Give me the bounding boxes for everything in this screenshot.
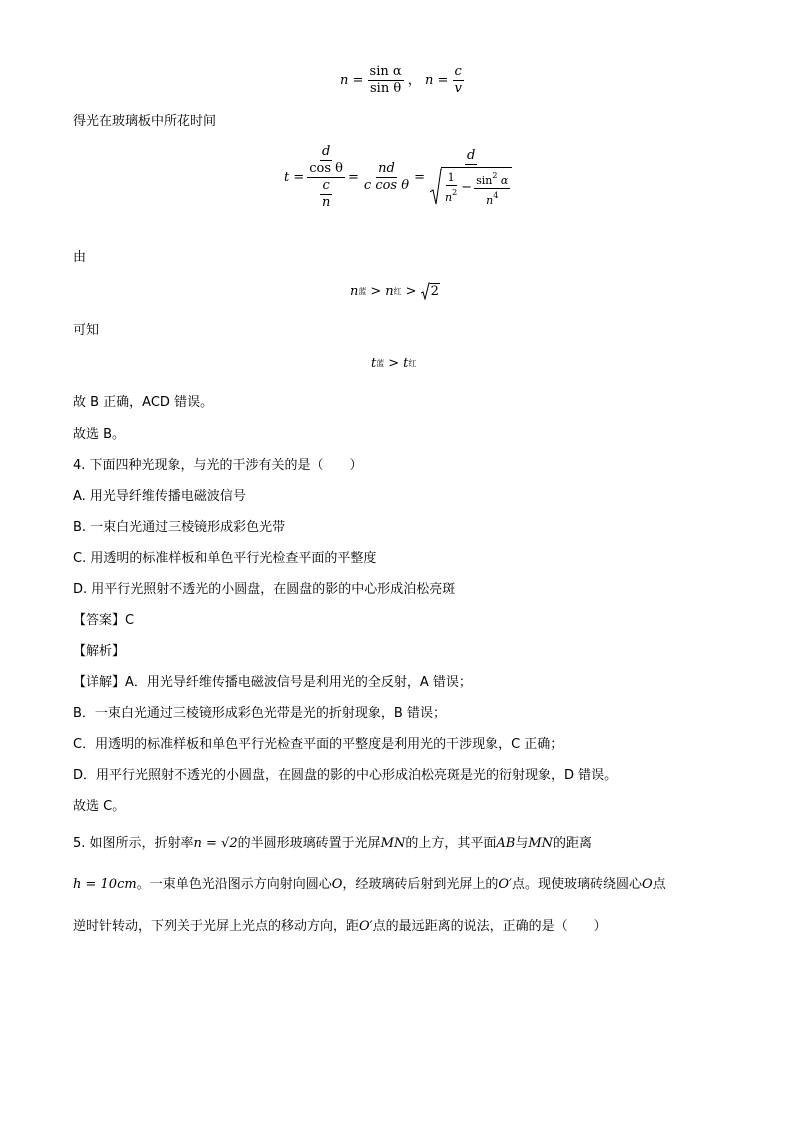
answer-value: C <box>125 613 135 628</box>
analysis-label: 【解析】 <box>73 644 126 659</box>
square-root-icon <box>421 282 430 300</box>
text-time-in-glass: 得光在玻璃板中所花时间 <box>73 114 217 129</box>
sqrt-two <box>421 282 440 300</box>
numerator-sin-alpha: sin α <box>369 64 402 79</box>
radicand <box>441 167 512 208</box>
sub-blue-t: 蓝 <box>376 359 385 368</box>
denominator-n: n <box>444 191 453 204</box>
q5-text-1c: 的上方，其平面 <box>405 836 497 851</box>
minus-sign: − <box>461 180 473 195</box>
choose-b: 故选 B。 <box>73 427 126 442</box>
q5-refractive-index: n = √2 <box>193 836 238 851</box>
q5-text-2d: 点 <box>652 877 666 892</box>
fraction-c-over-v <box>453 64 464 97</box>
greater-than-1: > <box>370 283 382 299</box>
option-c: C. 用透明的标准样板和单色平行光检查平面的平整度 <box>73 551 377 566</box>
numerator-one: 1 <box>447 171 455 184</box>
denominator-sin-theta: sin θ <box>370 81 402 96</box>
numerator-nd: nd <box>378 161 395 176</box>
sin-text: sin <box>476 173 493 187</box>
q5-text-3b: 点的最远距离的说法，正确的是（ ） <box>372 919 607 934</box>
greater-than-t: > <box>388 356 400 371</box>
formula-time-compare <box>371 356 416 371</box>
numerator-d: d <box>321 144 331 159</box>
answer-line <box>73 609 134 628</box>
q5-o-prime: O′ <box>498 877 512 892</box>
fraction-c-over-n <box>320 178 332 211</box>
denominator-cos-theta: cos θ <box>309 161 343 176</box>
q5-o-prime-2: O′ <box>359 919 373 934</box>
text-you: 由 <box>73 250 87 265</box>
separator: ， <box>407 73 421 88</box>
formula-lhs-n2: n = <box>424 73 449 88</box>
option-d: D. 用平行光照射不透光的小圆盘，在圆盘的影的中心形成泊松亮斑 <box>73 582 456 597</box>
numerator-c-lower: c <box>322 178 330 193</box>
fraction-sin2-over-n4 <box>474 169 510 208</box>
q5-text-2a: 。一束单色光沿图示方向射向圆心 <box>136 877 332 892</box>
exponent-sin-2: 2 <box>492 170 498 180</box>
formula-refraction-index <box>340 64 464 97</box>
formula-lhs-n: n = <box>340 73 364 88</box>
numerator-d-right: d <box>466 147 476 163</box>
numerator-c: c <box>454 64 462 79</box>
q5-ab: AB <box>496 836 516 851</box>
q5-o-2: O <box>642 877 653 892</box>
denominator-n-lower: n <box>321 195 331 210</box>
question-5-line-3 <box>73 915 607 934</box>
equals-sign-1: = <box>348 170 359 185</box>
q5-mn-2: MN <box>528 836 554 851</box>
equals-sign-2: = <box>414 170 425 185</box>
choose-c: 故选 C。 <box>73 799 126 814</box>
detail-b: B．一束白光通过三棱镜形成彩色光带是光的折射现象，B 错误； <box>73 706 446 721</box>
q5-text-2b: ，经玻璃砖后射到光屏上的 <box>342 877 499 892</box>
q5-text-2c: 点。现使玻璃砖绕圆心 <box>512 877 643 892</box>
formula-time <box>284 144 514 211</box>
sub-red: 红 <box>393 286 402 296</box>
radicand-two: 2 <box>430 284 439 299</box>
t-red: t <box>403 356 409 371</box>
text-keji: 可知 <box>73 323 100 338</box>
detail-c: C．用透明的标准样板和单色平行光检查平面的平整度是利用光的干涉现象，C 正确； <box>73 737 564 752</box>
exponent-2: 2 <box>452 188 458 197</box>
denominator-v: v <box>454 81 462 96</box>
q5-text-1e: 的距离 <box>553 836 593 851</box>
q5-text-1a: 5. 如图所示，折射率 <box>73 836 194 851</box>
sub-blue: 蓝 <box>358 286 367 296</box>
t-blue: t <box>371 356 377 371</box>
q5-o: O <box>331 877 343 892</box>
question-5-line-2 <box>73 873 666 892</box>
q5-mn: MN <box>380 836 406 851</box>
formula-lhs-t: t = <box>284 170 305 185</box>
compound-fraction <box>307 144 345 211</box>
q5-distance: h = 10cm <box>73 877 137 892</box>
n-blue: n <box>350 283 359 299</box>
conclusion-b: 故 B 正确，ACD 错误。 <box>73 395 214 410</box>
answer-label: 【答案】 <box>73 613 126 628</box>
question-4-stem: 4. 下面四种光现象，与光的干涉有关的是（ ） <box>73 458 363 473</box>
sub-red-t: 红 <box>408 359 417 368</box>
fraction-nd-over-ccos <box>362 161 411 194</box>
detail-label: 【详解】 <box>73 675 126 690</box>
detail-a-line <box>73 671 472 690</box>
question-5-line-1 <box>73 832 592 851</box>
fraction-d-over-cos <box>307 144 345 177</box>
q5-text-1b: 的半圆形玻璃砖置于光屏 <box>237 836 381 851</box>
exponent-4: 4 <box>493 190 499 200</box>
q5-text-3a: 逆时针转动，下列关于光屏上光点的移动方向，距 <box>73 919 360 934</box>
greater-than-2: > <box>405 283 417 299</box>
q5-text-1d: 与 <box>515 836 529 851</box>
fraction-one-over-n2 <box>443 171 459 205</box>
fraction-d-over-root <box>428 148 514 208</box>
alpha-var: α <box>500 173 509 187</box>
denominator-c-cos-theta: c cos θ <box>363 178 410 193</box>
detail-a: A．用光导纤维传播电磁波信号是利用光的全反射，A 错误； <box>125 675 472 690</box>
fraction-sin-ratio <box>368 64 404 97</box>
option-b: B. 一束白光通过三棱镜形成彩色光带 <box>73 520 286 535</box>
denominator-n4: n <box>486 193 494 207</box>
option-a: A. 用光导纤维传播电磁波信号 <box>73 489 246 504</box>
formula-index-compare <box>350 282 440 300</box>
n-red: n <box>385 283 394 299</box>
detail-d: D．用平行光照射不透光的小圆盘，在圆盘的影的中心形成泊松亮斑是光的衍射现象，D 错误。 <box>73 768 618 783</box>
